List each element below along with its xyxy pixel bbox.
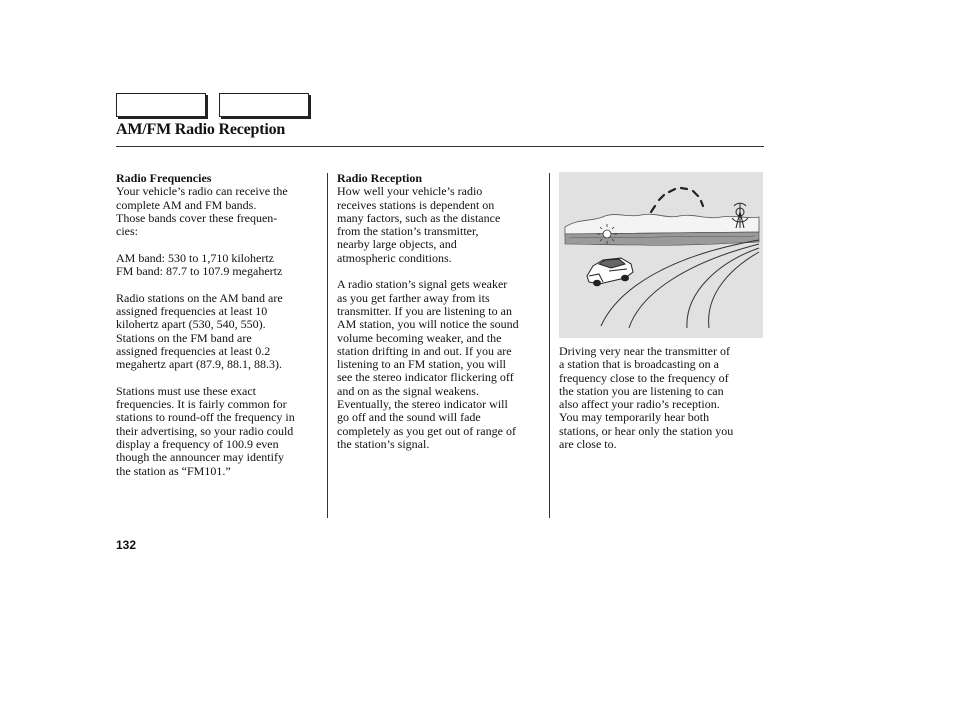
text-line: listening to an FM station, you will — [337, 357, 507, 372]
column-divider-2 — [549, 173, 550, 518]
text-line: station drifting in and out. If you are — [337, 343, 512, 358]
text-line: kilohertz apart (530, 540, 550). — [116, 317, 266, 332]
text-line: though the announcer may identify — [116, 450, 284, 465]
column-divider-1 — [327, 173, 328, 518]
text-line: see the stereo indicator flickering off — [337, 370, 514, 385]
text-line: AM station, you will notice the sound — [337, 317, 519, 332]
text-line: Eventually, the stereo indicator will — [337, 397, 508, 412]
text-line: and on as the signal weakens. — [337, 383, 479, 398]
text-line: megahertz apart (87.9, 88.1, 88.3). — [116, 357, 282, 372]
text-line: stations to round-off the frequency in — [116, 410, 295, 425]
paragraph — [116, 185, 324, 238]
section-tab-2 — [219, 93, 309, 117]
text-line: a station that is broadcasting on a — [559, 357, 719, 372]
text-line: Radio stations on the AM band are — [116, 290, 283, 305]
column-radio-frequencies — [116, 172, 324, 478]
paragraph — [337, 185, 543, 265]
text-line: many factors, such as the distance — [337, 210, 501, 225]
text-line: cies: — [116, 224, 138, 239]
paragraph — [559, 345, 763, 451]
column-transmitter-note — [559, 345, 763, 451]
heading-radio-frequencies: Radio Frequencies — [116, 171, 212, 185]
text-line: also affect your radio’s reception. — [559, 397, 720, 412]
text-line: from the station’s transmitter, — [337, 224, 479, 239]
column-radio-reception — [337, 172, 543, 451]
text-line: Driving very near the transmitter of — [559, 344, 730, 358]
text-line: the station as “FM101.” — [116, 463, 231, 478]
page-number: 132 — [116, 538, 137, 552]
text-line: FM band: 87.7 to 107.9 megahertz — [116, 264, 283, 279]
signal-burst-icon — [597, 224, 617, 244]
text-line: the station you are listening to can — [559, 383, 724, 398]
text-line: frequency close to the frequency of — [559, 370, 729, 385]
text-line: assigned frequencies at least 10 — [116, 303, 268, 318]
mountains-icon — [565, 214, 759, 245]
text-line: completely as you get out of range of — [337, 423, 516, 438]
text-line: stations, or hear only the station you — [559, 423, 734, 438]
paragraph — [337, 278, 543, 451]
text-line: go off and the sound will fade — [337, 410, 481, 425]
text-line: You may temporarily hear both — [559, 410, 710, 425]
car-icon — [587, 258, 633, 286]
text-line: transmitter. If you are listening to an — [337, 303, 512, 318]
text-line: Those bands cover these frequen- — [116, 210, 278, 225]
text-line: Stations on the FM band are — [116, 330, 252, 345]
text-line: frequencies. It is fairly common for — [116, 397, 287, 412]
text-line: are close to. — [559, 437, 617, 452]
text-line: AM band: 530 to 1,710 kilohertz — [116, 250, 274, 265]
title-rule — [116, 146, 764, 147]
text-line: complete AM and FM bands. — [116, 197, 257, 212]
page-title: AM/FM Radio Reception — [116, 121, 286, 138]
paragraph — [116, 385, 324, 478]
text-line: Stations must use these exact — [116, 383, 256, 398]
paragraph — [116, 252, 324, 279]
road-icon — [601, 240, 759, 328]
text-line: as you get farther away from its — [337, 290, 490, 305]
section-tab-1 — [116, 93, 206, 117]
text-line: A radio station’s signal gets weaker — [337, 277, 508, 292]
text-line: Your vehicle’s radio can receive the — [116, 184, 288, 199]
text-line: atmospheric conditions. — [337, 250, 452, 265]
text-line: assigned frequencies at least 0.2 — [116, 343, 271, 358]
text-line: receives stations is dependent on — [337, 197, 495, 212]
heading-radio-reception: Radio Reception — [337, 171, 422, 185]
reception-illustration — [559, 172, 763, 338]
text-line: display a frequency of 100.9 even — [116, 436, 279, 451]
text-line: their advertising, so your radio could — [116, 423, 294, 438]
text-line: How well your vehicle’s radio — [337, 184, 483, 199]
signal-arc-icon — [651, 188, 703, 212]
text-line: the station’s signal. — [337, 436, 430, 451]
text-line: nearby large objects, and — [337, 237, 457, 252]
text-line: volume becoming weaker, and the — [337, 330, 502, 345]
paragraph — [116, 292, 324, 372]
